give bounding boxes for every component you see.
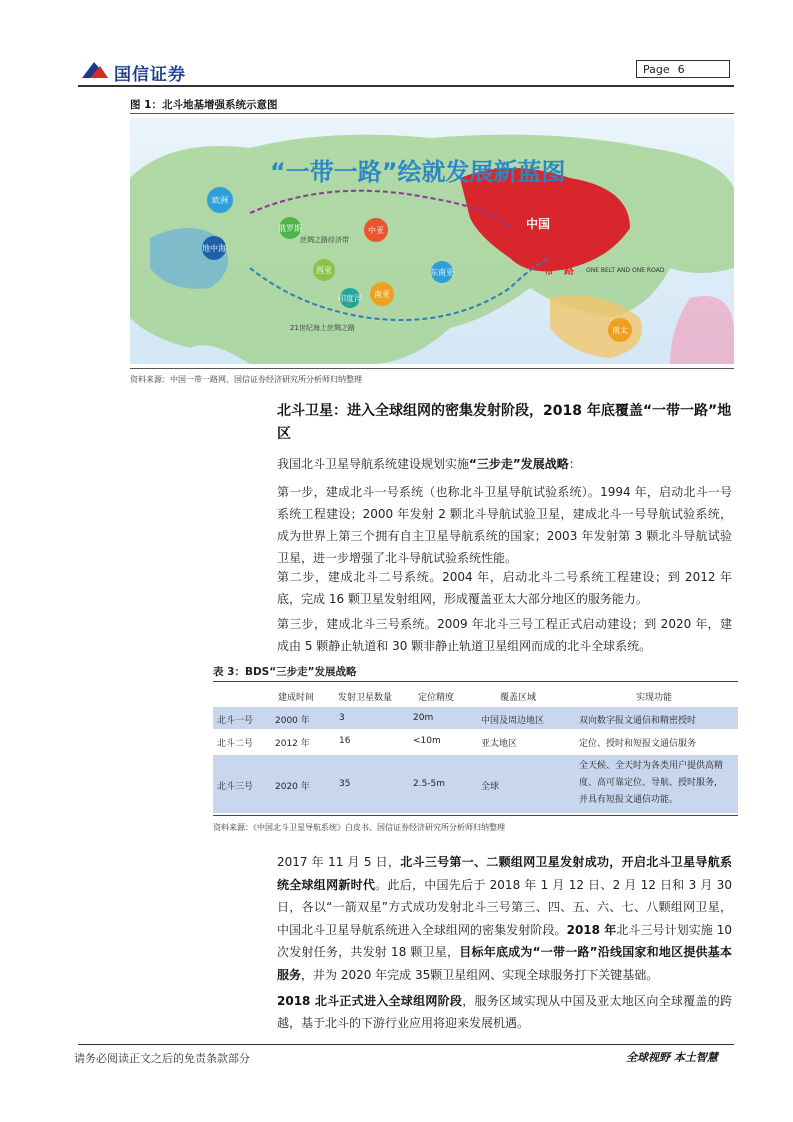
launch-bold-2: 2018 年 — [566, 922, 617, 937]
header-divider — [78, 85, 734, 87]
page-number: 6 — [677, 63, 685, 76]
global-text: ，服务区域实现从中国及亚太地区向全球覆盖的跨越，基于北斗的下游行业应用将迎来发展机遇。 — [277, 994, 732, 1030]
row-count: 16 — [339, 736, 351, 746]
figure-source: 资料来源：中国一带一路网、国信证券经济研究所分析师归纳整理 — [130, 375, 362, 384]
launch-bold-1: 北斗三号第一、二颗组网卫星发射成功，开启北斗卫星导航系统全球组网新时代 — [277, 855, 732, 892]
col-header-count: 发射卫星数量 — [338, 693, 393, 703]
figure-bottom-rule — [130, 368, 734, 369]
col-header-area: 覆盖区域 — [500, 693, 537, 703]
table-bottom-rule — [213, 815, 738, 816]
footer-divider — [78, 1044, 734, 1045]
page-indicator — [636, 60, 730, 78]
row-name: 北斗一号 — [217, 716, 254, 726]
intro-bold: “三步走”发展战略 — [469, 457, 569, 471]
global-bold: 2018 北斗正式进入全球组网阶段 — [277, 994, 463, 1008]
row-accuracy: <10m — [413, 736, 441, 746]
row-area: 亚太地区 — [481, 739, 518, 749]
figure-top-rule — [130, 113, 734, 114]
row-year: 2012 年 — [275, 739, 310, 749]
step1-paragraph: 第一步，建成北斗一号系统（也称北斗卫星导航试验系统）。1994 年，启动北斗一号系统工程建设；2000 年发射 2 颗北斗导航试验卫星，建成北斗一号导航试验系统，成为世界上第三个拥有自主卫星导航系统的国家；2003 年发射第 3 颗北斗导航试验卫星，进一步增强了北斗导航试验系统性能。 — [277, 485, 732, 565]
table-source: 资料来源：《中国北斗卫星导航系统》白皮书、国信证券经济研究所分析师归纳整理 — [213, 823, 505, 832]
map-headline: “一带一路”绘就发展新蓝图 — [270, 158, 566, 186]
label-maritime-road: 21世纪海上丝绸之路 — [290, 324, 355, 332]
belt-road-map — [130, 118, 734, 364]
footer-slogan: 全球视野 本土智慧 — [626, 1051, 718, 1064]
row-area: 全球 — [481, 782, 500, 792]
footer-disclaimer: 请务必阅读正文之后的免责条款部分 — [74, 1052, 250, 1065]
row-count: 3 — [339, 713, 345, 723]
launch-text-2: 。此后，中国先后于 2018 年 1 月 12 日、2 月 12 日和 3 月 30 日，各以“一箭双星”方式成功发射北斗三号第三、四、五、六、七、八颗组网卫星，中国北斗卫星导航系统进入全球组网的密集发射阶段。 — [277, 877, 732, 937]
table-title: 表 3：BDS“三步走”发展战略 — [213, 666, 357, 678]
intro-colon: ： — [568, 457, 581, 471]
label-china: 中国 — [526, 217, 551, 231]
launch-paragraph — [277, 851, 732, 986]
table-row — [213, 707, 738, 729]
row-area: 中国及周边地区 — [481, 716, 545, 726]
row-year: 2020 年 — [275, 782, 310, 792]
launch-text-4: ，并为 2020 年完成 35颗卫星组网、实现全球服务打下关键基础。 — [301, 967, 659, 982]
label-oceania: 南太 — [612, 326, 628, 335]
col-header-accuracy: 定位精度 — [418, 693, 455, 703]
step3-paragraph: 第三步，建成北斗三号系统。2009 年北斗三号工程正式启动建设；到 2020 年，建成由 5 颗静止轨道和 30 颗非静止轨道卫星组网而成的北斗全球系统。 — [277, 617, 732, 653]
step2-paragraph: 第二步，建成北斗二号系统。2004 年，启动北斗二号系统工程建设；到 2012 年底，完成 16 颗卫星发射组网，形成覆盖亚太大部分地区的服务能力。 — [277, 570, 732, 606]
global-paragraph — [277, 990, 732, 1034]
col-header-year: 建成时间 — [278, 693, 315, 703]
belt-road-mark: 一带一路 — [534, 266, 574, 277]
row-name: 北斗二号 — [217, 739, 254, 749]
label-europe: 欧洲 — [212, 196, 228, 205]
belt-road-en: ONE BELT AND ONE ROAD — [586, 267, 665, 274]
launch-text-3: 北斗三号计划实施 10 次发射任务，共发射 18 颗卫星， — [277, 922, 732, 959]
row-accuracy: 20m — [413, 713, 434, 723]
label-west-asia: 西亚 — [316, 266, 332, 275]
table-row — [213, 731, 738, 753]
company-logo-text: 国信证券 — [114, 65, 186, 85]
row-count: 35 — [339, 779, 351, 789]
section-heading: 北斗卫星：进入全球组网的密集发射阶段，2018 年底覆盖“一带一路”地区 — [277, 403, 732, 442]
intro-text: 我国北斗卫星导航系统建设规划实施 — [277, 457, 470, 471]
row-function: 双向数字报文通信和精密授时 — [579, 716, 697, 726]
row-function: 定位、授时和短报文通信服务 — [579, 739, 697, 749]
label-southeast-asia: 东南亚 — [430, 268, 454, 277]
row-year: 2000 年 — [275, 716, 310, 726]
launch-text-1: 2017 年 11 月 5 日， — [277, 855, 401, 869]
figure-title: 图 1：北斗地基增强系统示意图 — [130, 99, 278, 111]
label-indian-ocean: 印度洋 — [338, 294, 362, 303]
label-central-asia: 中亚 — [368, 226, 384, 235]
intro-paragraph — [277, 453, 732, 475]
table-row — [213, 755, 738, 813]
label-south-asia: 南亚 — [374, 290, 390, 299]
launch-bold-3: 目标年底成为“一带一路”沿线国家和地区提供基本服务 — [277, 945, 732, 982]
label-mediterranean: 地中海 — [202, 244, 226, 253]
row-accuracy: 2.5-5m — [413, 779, 446, 789]
table-top-rule — [213, 681, 738, 682]
label-russia: 俄罗斯 — [278, 224, 302, 233]
guosen-logo-icon — [80, 58, 110, 80]
page-label: Page — [643, 63, 670, 76]
label-silk-road: 丝绸之路经济带 — [300, 236, 349, 244]
row-function: 全天候、全天时为各类用户提供高精度、高可靠定位、导航、授时服务，并具有短报文通信功能。 — [579, 761, 724, 805]
col-header-function: 实现功能 — [636, 693, 673, 703]
row-name: 北斗三号 — [217, 782, 254, 792]
